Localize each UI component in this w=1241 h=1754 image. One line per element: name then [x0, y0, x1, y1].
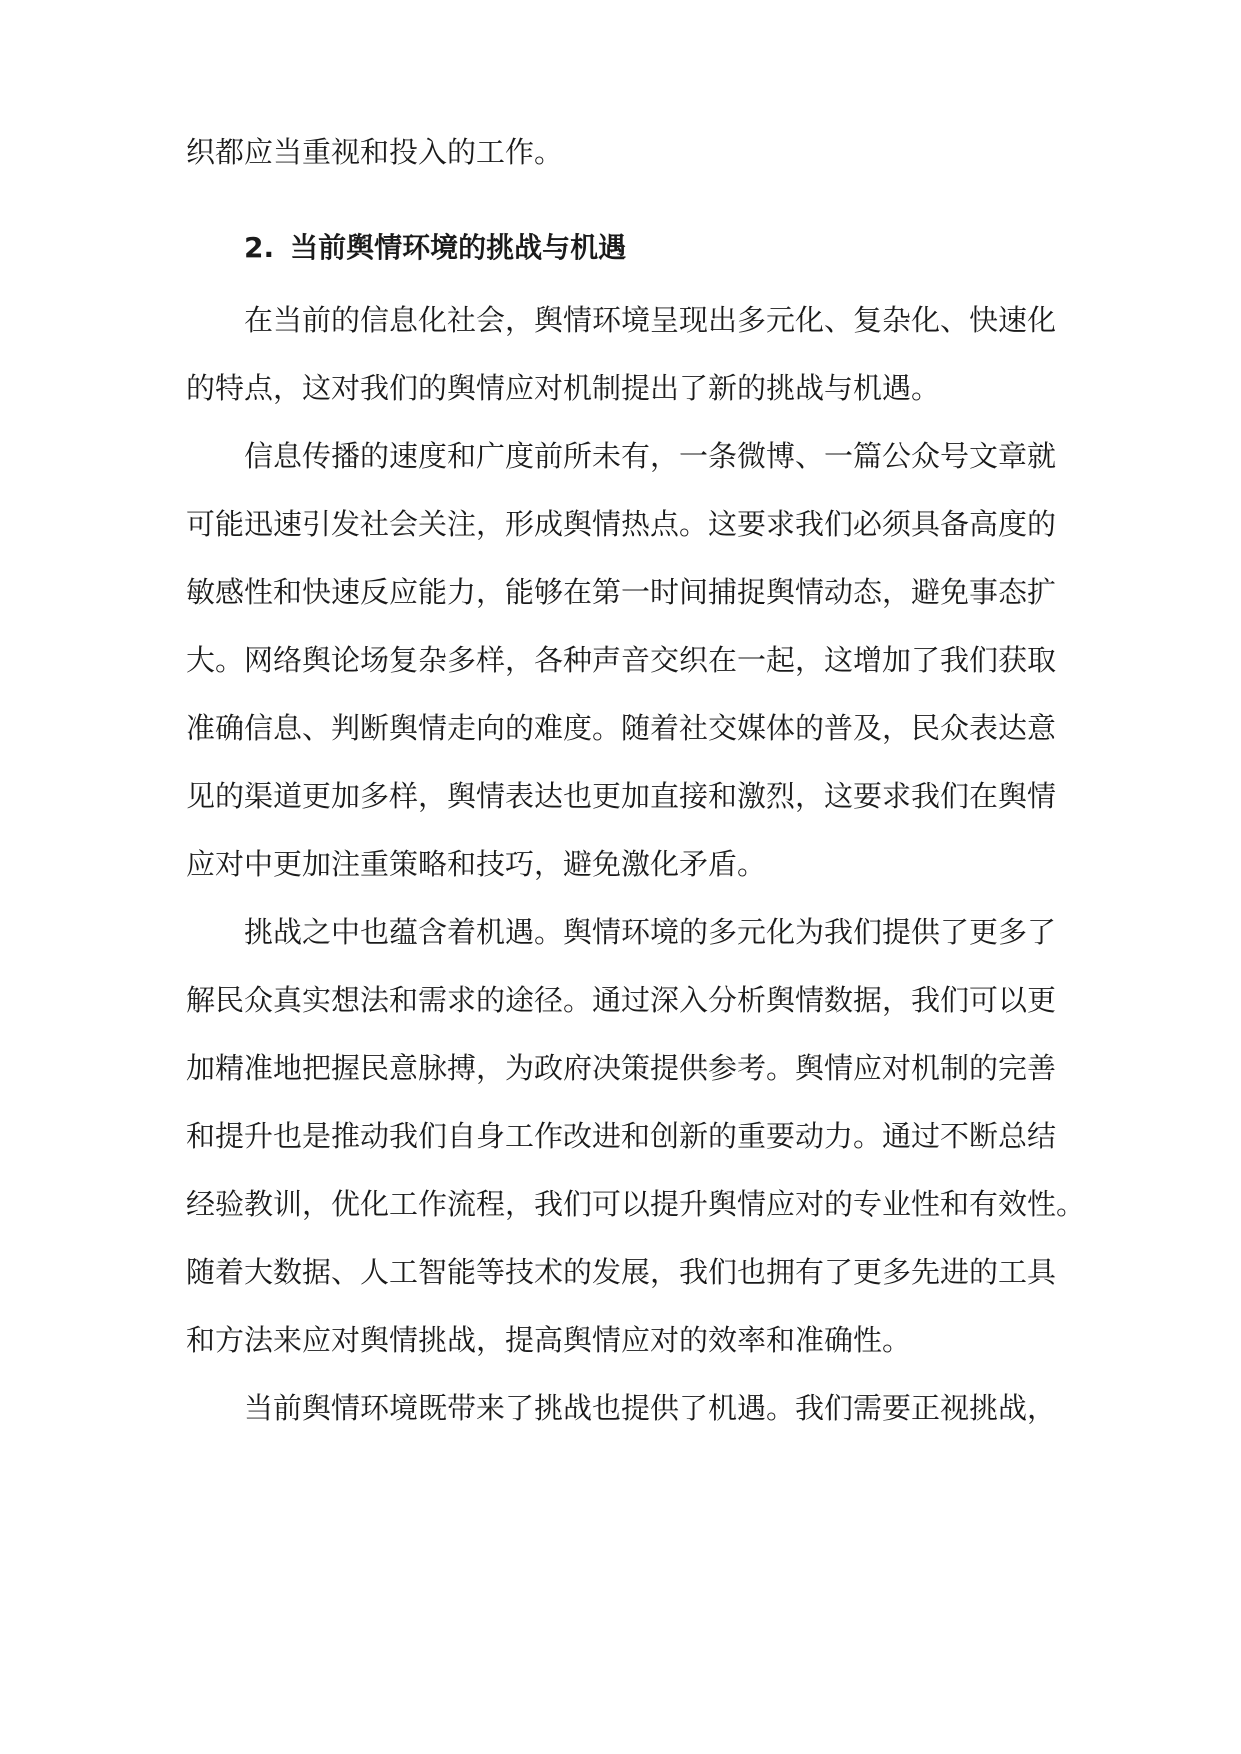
section-title: 当前舆情环境的挑战与机遇 [290, 231, 627, 264]
paragraph-3-line-6: 随着大数据、人工智能等技术的发展，我们也拥有了更多先进的工具 [186, 1255, 1057, 1289]
paragraph-3-line-7: 和方法来应对舆情挑战，提高舆情应对的效率和准确性。 [186, 1323, 912, 1357]
paragraph-2-line-2: 可能迅速引发社会关注，形成舆情热点。这要求我们必须具备高度的 [186, 507, 1057, 541]
section-heading [244, 228, 1114, 268]
paragraph-3-line-4: 和提升也是推动我们自身工作改进和创新的重要动力。通过不断总结 [186, 1119, 1057, 1153]
continuation-line: 织都应当重视和投入的工作。 [186, 135, 564, 169]
paragraph-1-line-2: 的特点，这对我们的舆情应对机制提出了新的挑战与机遇。 [186, 371, 941, 405]
paragraph-4-line-1: 当前舆情环境既带来了挑战也提供了机遇。我们需要正视挑战， [244, 1391, 1057, 1425]
continuation-text [186, 132, 1056, 172]
paragraph-1-line-1: 在当前的信息化社会，舆情环境呈现出多元化、复杂化、快速化 [244, 303, 1057, 337]
paragraph-2-line-4: 大。网络舆论场复杂多样，各种声音交织在一起，这增加了我们获取 [186, 643, 1057, 677]
paragraph-3-line-1: 挑战之中也蕴含着机遇。舆情环境的多元化为我们提供了更多了 [244, 915, 1057, 949]
paragraph-2-line-7: 应对中更加注重策略和技巧，避免激化矛盾。 [186, 847, 767, 881]
paragraph-2-line-6: 见的渠道更加多样，舆情表达也更加直接和激烈，这要求我们在舆情 [186, 779, 1057, 813]
paragraph-2-line-1: 信息传播的速度和广度前所未有，一条微博、一篇公众号文章就 [244, 439, 1057, 473]
paragraph-2-line-3: 敏感性和快速反应能力，能够在第一时间捕捉舆情动态，避免事态扩 [186, 575, 1057, 609]
section-number: 2. [244, 231, 275, 264]
paragraph-3-line-3: 加精准地把握民意脉搏，为政府决策提供参考。舆情应对机制的完善 [186, 1051, 1057, 1085]
paragraph-3-line-2: 解民众真实想法和需求的途径。通过深入分析舆情数据，我们可以更 [186, 983, 1057, 1017]
paragraph-3-line-5: 经验教训，优化工作流程，我们可以提升舆情应对的专业性和有效性。 [186, 1187, 1086, 1221]
paragraph-2-line-5: 准确信息、判断舆情走向的难度。随着社交媒体的普及，民众表达意 [186, 711, 1057, 745]
